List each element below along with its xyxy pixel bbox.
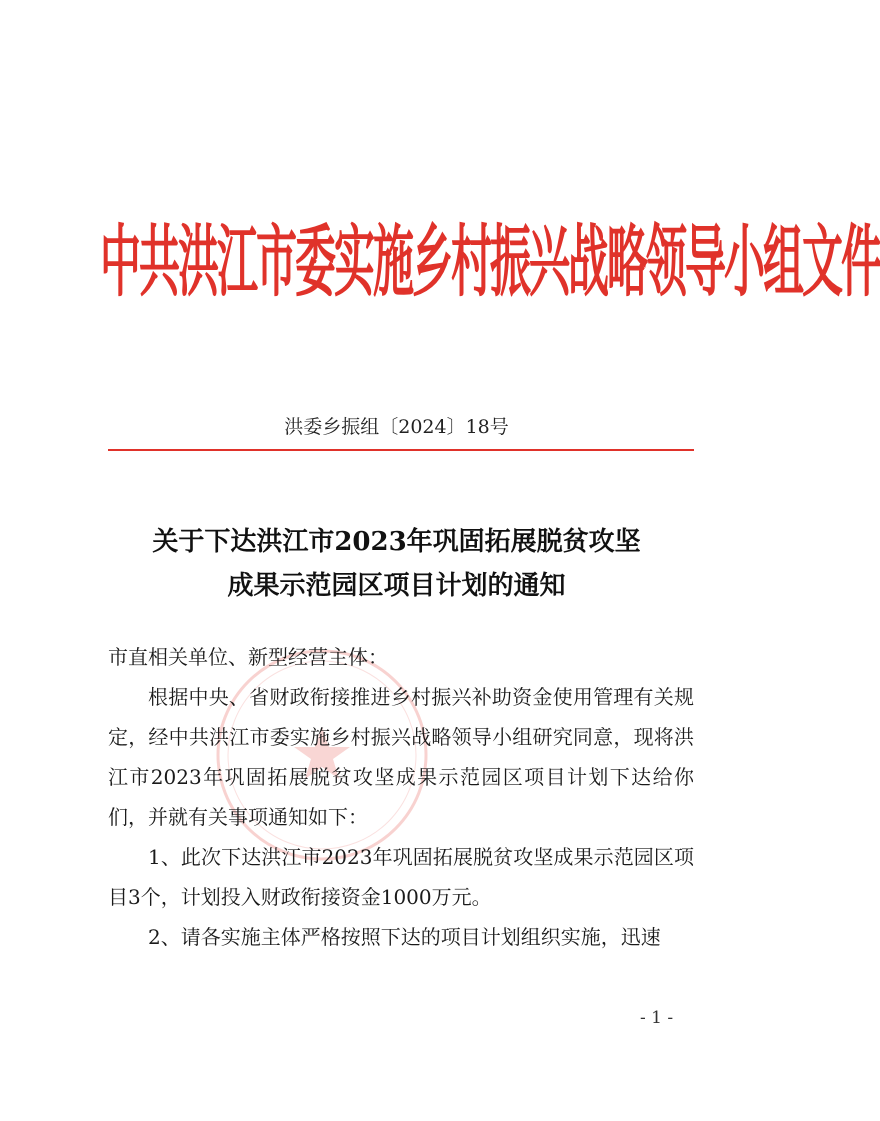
paragraph-1: 根据中央、省财政衔接推进乡村振兴补助资金使用管理有关规定，经中共洪江市委实施乡村振兴战略领导小组研究同意，现将洪江市2023年巩固拓展脱贫攻坚成果示范园区项目计划下达给你们，并就有关事项通知如下：	[108, 685, 694, 829]
paragraph-2: 1、此次下达洪江市2023年巩固拓展脱贫攻坚成果示范园区项目3个，计划投入财政衔接资金1000万元。	[108, 845, 694, 909]
red-divider	[108, 449, 694, 451]
body-text	[108, 637, 694, 957]
document-number: 洪委乡振组〔2024〕18号	[284, 416, 509, 438]
notice-title	[0, 520, 793, 608]
page-number: - 1 -	[640, 1008, 674, 1028]
issuer-title: 中共洪江市委实施乡村振兴战略领导小组文件	[100, 216, 880, 308]
salutation: 市直相关单位、新型经营主体：	[108, 645, 388, 669]
notice-title-line-1: 关于下达洪江市2023年巩固拓展脱贫攻坚	[152, 527, 641, 557]
paragraph-3: 2、请各实施主体严格按照下达的项目计划组织实施，迅速	[148, 925, 661, 949]
notice-title-line-2: 成果示范园区项目计划的通知	[227, 571, 566, 601]
